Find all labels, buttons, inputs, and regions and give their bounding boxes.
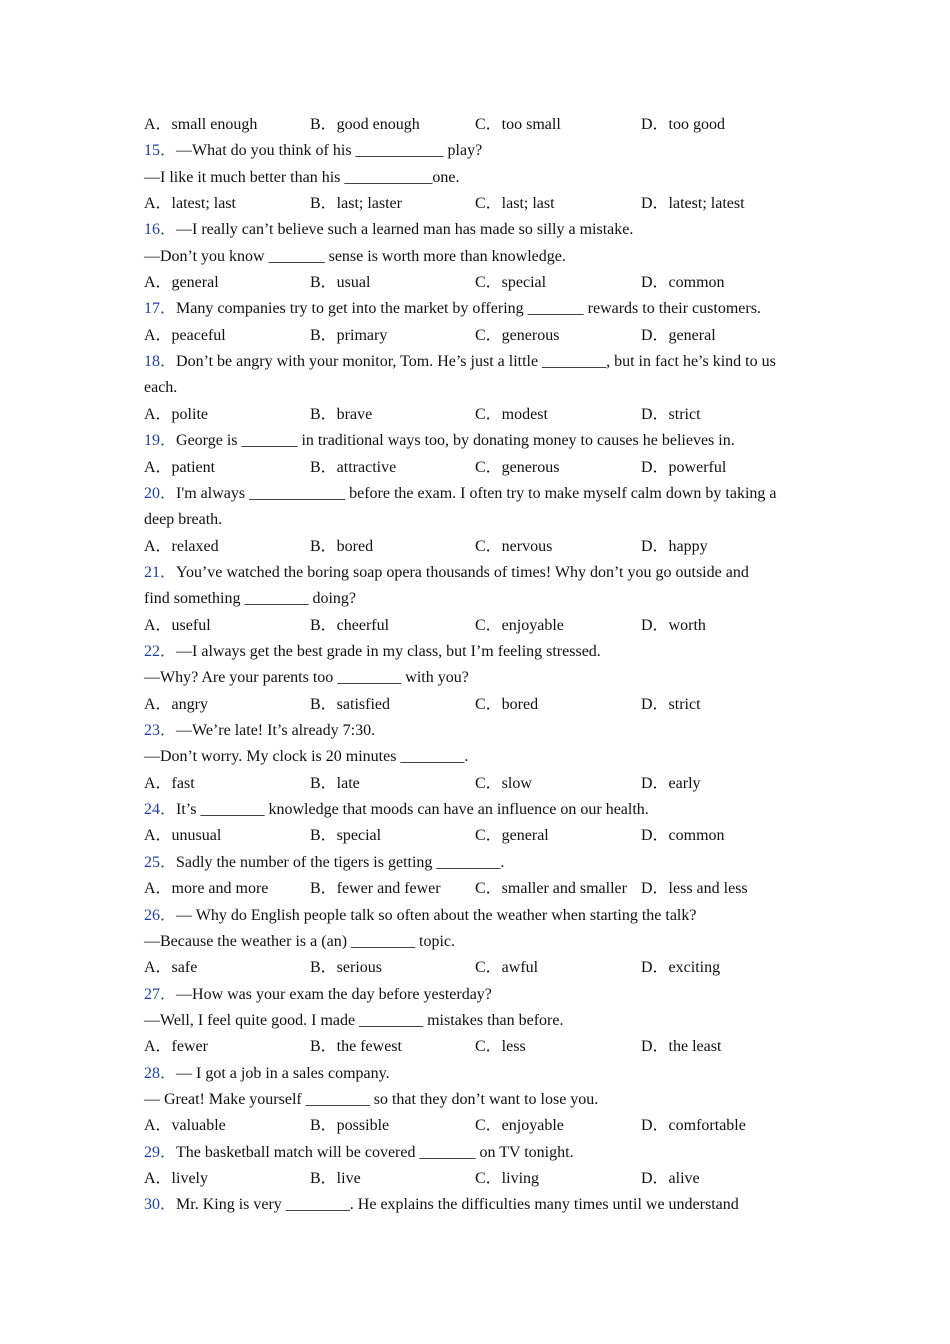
question-text: — Great! Make yourself ________ so that they don’t want to lose you.: [144, 1090, 599, 1108]
option-b[interactable]: B．the fewest: [310, 1038, 402, 1056]
answer-options: [144, 878, 814, 900]
option-c[interactable]: C．nervous: [475, 537, 553, 555]
question-number: 27．: [144, 985, 177, 1003]
question-stem: [144, 562, 814, 584]
option-a[interactable]: A．angry: [144, 695, 208, 713]
option-a[interactable]: A．latest; last: [144, 195, 236, 212]
option-d[interactable]: D．alive: [641, 1170, 700, 1187]
option-d[interactable]: D．strict: [641, 405, 701, 423]
answer-options: [144, 1168, 814, 1190]
question-number: 17．: [144, 300, 177, 318]
option-d[interactable]: D．less and less: [641, 880, 748, 898]
option-b[interactable]: B．good enough: [310, 116, 420, 133]
question-text: —Don’t worry. My clock is 20 minutes ________.: [144, 748, 469, 766]
option-d[interactable]: D．happy: [641, 537, 708, 555]
option-b[interactable]: B．last; laster: [310, 195, 402, 212]
option-c[interactable]: C．living: [475, 1170, 540, 1187]
question-number: 24．: [144, 800, 177, 818]
question-number: 29．: [144, 1143, 177, 1161]
answer-options: [144, 694, 814, 716]
option-d[interactable]: D．too good: [641, 116, 726, 133]
question-stem: [144, 351, 814, 373]
option-d[interactable]: D．strict: [641, 695, 701, 713]
question-stem: [144, 430, 814, 452]
question-text: —We’re late! It’s already 7:30.: [176, 721, 376, 739]
option-d[interactable]: D．common: [641, 827, 725, 845]
option-b[interactable]: B．cheerful: [310, 616, 390, 634]
question-continuation: [144, 931, 814, 953]
option-a[interactable]: A．peaceful: [144, 326, 226, 344]
answer-options: [144, 1115, 814, 1137]
question-stem: [144, 984, 814, 1006]
question-number: 19．: [144, 432, 177, 450]
question-number: 20．: [144, 484, 177, 502]
option-b[interactable]: B．late: [310, 774, 360, 792]
answer-options: [144, 536, 814, 558]
option-d[interactable]: D．general: [641, 326, 716, 344]
option-a[interactable]: A．small enough: [144, 116, 258, 133]
option-b[interactable]: B．serious: [310, 959, 383, 977]
option-c[interactable]: C．awful: [475, 959, 539, 977]
answer-options: [144, 825, 814, 847]
option-b[interactable]: B．brave: [310, 405, 373, 423]
question-continuation: [144, 588, 814, 610]
option-c[interactable]: C．modest: [475, 405, 548, 423]
question-text: each.: [144, 379, 178, 397]
option-a[interactable]: A．general: [144, 274, 219, 291]
option-b[interactable]: B．possible: [310, 1117, 390, 1135]
option-d[interactable]: D．early: [641, 774, 701, 792]
answer-options: [144, 325, 814, 347]
question-number: 25．: [144, 853, 177, 871]
option-b[interactable]: B．usual: [310, 274, 371, 291]
answer-options: [144, 457, 814, 479]
question-continuation: [144, 377, 814, 399]
question-text: —I like it much better than his ___________one.: [144, 168, 460, 186]
option-d[interactable]: D．comfortable: [641, 1117, 746, 1135]
question-continuation: [144, 509, 814, 531]
question-text: —How was your exam the day before yesterday?: [176, 985, 492, 1003]
option-c[interactable]: C．enjoyable: [475, 1117, 564, 1135]
option-b[interactable]: B．primary: [310, 326, 388, 344]
question-number: 28．: [144, 1064, 177, 1082]
option-a[interactable]: A．safe: [144, 959, 198, 977]
question-stem: [144, 720, 814, 742]
question-text: —Don’t you know _______ sense is worth more than knowledge.: [144, 247, 566, 265]
option-b[interactable]: B．fewer and fewer: [310, 880, 441, 898]
answer-options: [144, 404, 814, 426]
question-number: 22．: [144, 642, 177, 660]
option-b[interactable]: B．live: [310, 1170, 361, 1187]
question-stem: [144, 905, 814, 927]
option-a[interactable]: A．polite: [144, 405, 208, 423]
option-a[interactable]: A．fast: [144, 774, 195, 792]
question-text: —Well, I feel quite good. I made ________ mistakes than before.: [144, 1011, 564, 1029]
option-d[interactable]: D．common: [641, 274, 725, 291]
option-b[interactable]: B．satisfied: [310, 695, 390, 713]
question-text: —Because the weather is a (an) ________ topic.: [144, 932, 456, 950]
option-a[interactable]: A．useful: [144, 616, 211, 634]
option-b[interactable]: B．bored: [310, 537, 374, 555]
question-text: —What do you think of his ___________ play?: [176, 142, 483, 160]
option-c[interactable]: C．last; last: [475, 195, 555, 212]
question-continuation: [144, 167, 814, 189]
answer-options: [144, 114, 814, 136]
question-continuation: [144, 746, 814, 768]
question-text: deep breath.: [144, 511, 223, 529]
question-text: Don’t be angry with your monitor, Tom. He’s just a little ________, but in fact he’s kind to us: [176, 353, 776, 371]
question-continuation: [144, 246, 814, 268]
option-c[interactable]: C．general: [475, 827, 549, 845]
option-a[interactable]: A．fewer: [144, 1038, 208, 1056]
question-continuation: [144, 1010, 814, 1032]
question-text: —Why? Are your parents too ________ with you?: [144, 669, 469, 687]
question-number: 16．: [144, 221, 177, 239]
question-stem: [144, 483, 814, 505]
question-text: You’ve watched the boring soap opera thousands of times! Why don’t you go outside and: [176, 563, 749, 581]
question-stem: [144, 641, 814, 663]
question-stem: [144, 799, 814, 821]
question-text: Many companies try to get into the market by offering _______ rewards to their customers.: [176, 300, 761, 318]
option-d[interactable]: D．worth: [641, 616, 706, 634]
question-text: George is _______ in traditional ways too, by donating money to causes he believes in.: [176, 432, 735, 450]
question-stem: [144, 1194, 814, 1216]
question-stem: [144, 298, 814, 320]
option-c[interactable]: C．generous: [475, 326, 560, 344]
question-text: The basketball match will be covered _______ on TV tonight.: [176, 1143, 574, 1161]
option-c[interactable]: C．generous: [475, 458, 560, 476]
option-c[interactable]: C．slow: [475, 774, 532, 792]
option-a[interactable]: A．more and more: [144, 880, 269, 898]
question-text: Mr. King is very ________. He explains the difficulties many times until we understand: [176, 1196, 739, 1214]
question-number: 23．: [144, 721, 177, 739]
question-text: It’s ________ knowledge that moods can have an influence on our health.: [176, 800, 649, 818]
question-text: Sadly the number of the tigers is getting ________.: [176, 853, 505, 871]
option-c[interactable]: C．special: [475, 274, 547, 291]
question-continuation: [144, 667, 814, 689]
option-c[interactable]: C．bored: [475, 695, 539, 713]
question-continuation: [144, 1089, 814, 1111]
option-d[interactable]: D．powerful: [641, 458, 727, 476]
option-a[interactable]: A．lively: [144, 1170, 208, 1187]
answer-options: [144, 615, 814, 637]
option-a[interactable]: A．relaxed: [144, 537, 219, 555]
question-text: find something ________ doing?: [144, 590, 356, 608]
option-c[interactable]: C．enjoyable: [475, 616, 564, 634]
option-d[interactable]: D．exciting: [641, 959, 721, 977]
option-b[interactable]: B．attractive: [310, 458, 397, 476]
question-stem: [144, 140, 814, 162]
question-text: — Why do English people talk so often about the weather when starting the talk?: [176, 906, 697, 924]
question-number: 18．: [144, 353, 177, 371]
question-text: —I really can’t believe such a learned man has made so silly a mistake.: [176, 221, 634, 239]
answer-options: [144, 773, 814, 795]
question-text: — I got a job in a sales company.: [176, 1064, 390, 1082]
question-text: I'm always ____________ before the exam. I often try to make myself calm down by taking a: [176, 484, 777, 502]
option-b[interactable]: B．special: [310, 827, 382, 845]
option-a[interactable]: A．unusual: [144, 827, 222, 845]
question-stem: [144, 219, 814, 241]
option-d[interactable]: D．latest; latest: [641, 195, 745, 212]
option-c[interactable]: C．less: [475, 1038, 526, 1056]
question-stem: [144, 1142, 814, 1164]
question-number: 30．: [144, 1196, 177, 1214]
answer-options: [144, 193, 814, 215]
answer-options: [144, 1036, 814, 1058]
answer-options: [144, 272, 814, 294]
option-c[interactable]: C．smaller and smaller: [475, 880, 627, 898]
option-c[interactable]: C．too small: [475, 116, 561, 133]
option-d[interactable]: D．the least: [641, 1038, 722, 1056]
option-a[interactable]: A．valuable: [144, 1117, 226, 1135]
question-stem: [144, 1063, 814, 1085]
question-number: 26．: [144, 906, 177, 924]
question-number: 15．: [144, 142, 177, 160]
question-number: 21．: [144, 563, 177, 581]
answer-options: [144, 957, 814, 979]
option-a[interactable]: A．patient: [144, 458, 216, 476]
question-text: —I always get the best grade in my class, but I’m feeling stressed.: [176, 642, 601, 660]
question-stem: [144, 852, 814, 874]
